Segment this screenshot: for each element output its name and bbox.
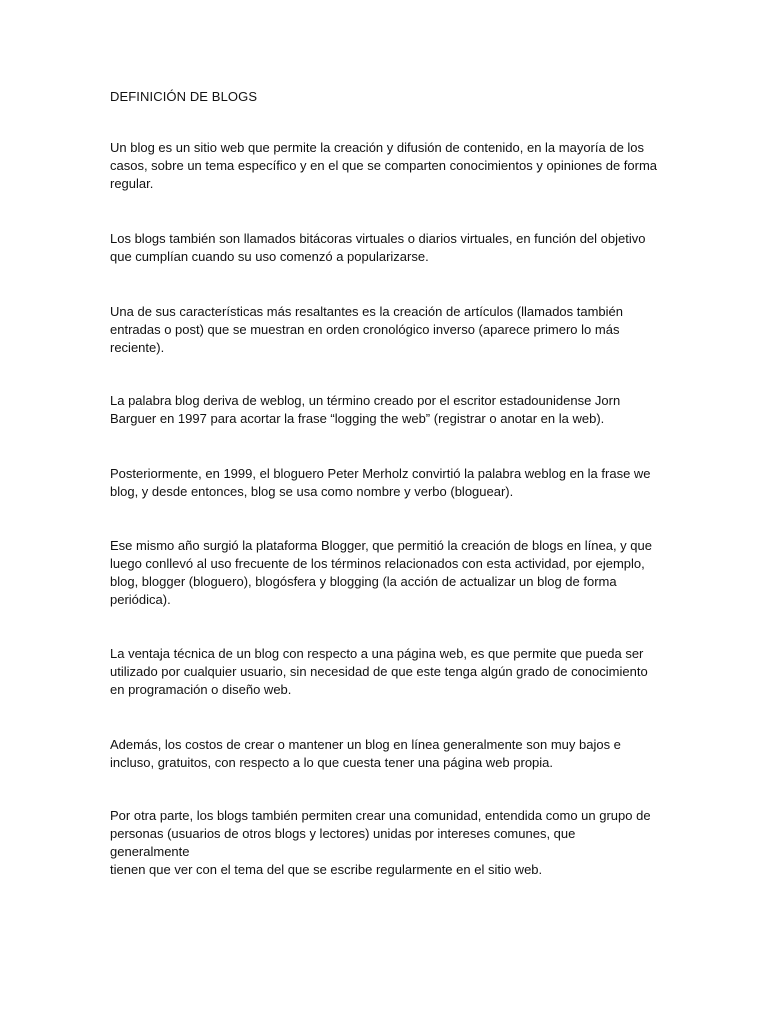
- paragraph: Una de sus características más resaltantes es la creación de artículos (llamados también entradas o post) que se muestran en orden cronológico inverso (aparece primero lo más reciente).: [110, 304, 624, 355]
- paragraph: Un blog es un sitio web que permite la creación y difusión de contenido, en la mayoría de los casos, sobre un tema específico y en el que se comparten conocimientos y opiniones de forma regular.: [110, 140, 658, 191]
- paragraph: Los blogs también son llamados bitácoras virtuales o diarios virtuales, en función del objetivo que cumplían cuando su uso comenzó a popularizarse.: [110, 231, 646, 264]
- paragraph: La palabra blog deriva de weblog, un término creado por el escritor estadounidense Jorn Barguer en 1997 para acortar la frase “logging the web” (registrar o anotar en la web).: [110, 393, 621, 426]
- paragraph: Ese mismo año surgió la plataforma Blogger, que permitió la creación de blogs en línea, y que luego conllevó al uso frecuente de los términos relacionados con esta actividad, por ejemplo, blog, blogger (bloguero), blogósfera y blogging (la acción de actualizar un blog de forma periódica).: [110, 538, 652, 607]
- paragraph: La ventaja técnica de un blog con respecto a una página web, es que permite que pueda ser utilizado por cualquier usuario, sin necesidad de que este tenga algún grado de conocimiento en programación o diseño web.: [110, 646, 648, 697]
- paragraph: Por otra parte, los blogs también permiten crear una comunidad, entendida como un grupo de personas (usuarios de otros blogs y lectores) unidas por intereses comunes, que generalmente tienen que ver con el tema del que se escribe regularmente en el sitio web.: [110, 808, 651, 877]
- paragraph: Posteriormente, en 1999, el bloguero Peter Merholz convirtió la palabra weblog en la frase we blog, y desde entonces, blog se usa como nombre y verbo (bloguear).: [110, 466, 651, 499]
- paragraph: Además, los costos de crear o mantener un blog en línea generalmente son muy bajos e incluso, gratuitos, con respecto a lo que cuesta tener una página web propia.: [110, 737, 621, 770]
- document-title: DEFINICIÓN DE BLOGS: [110, 89, 258, 104]
